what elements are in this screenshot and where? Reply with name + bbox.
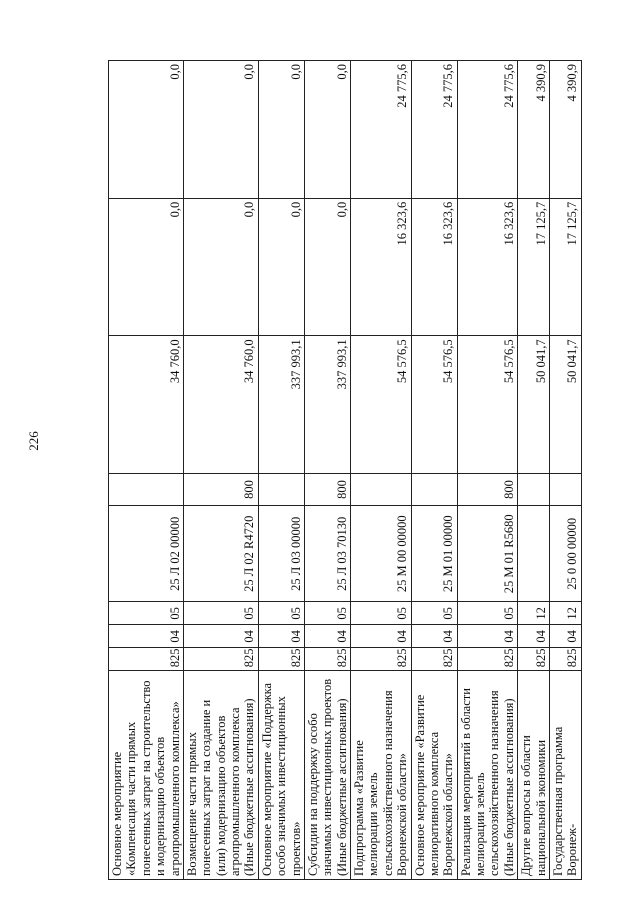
row-grbs: 825 (304, 648, 350, 671)
row-value-3: 24 775,6 (411, 61, 457, 199)
row-value-2: 0,0 (109, 198, 184, 336)
row-value-1: 50 041,7 (549, 336, 581, 474)
row-value-1: 34 760,0 (109, 336, 184, 474)
row-value-2: 0,0 (258, 198, 304, 336)
row-name: Основное мероприятие «Поддержка особо значимых инвестиционных проектов» (258, 671, 304, 880)
row-value-3: 24 775,6 (351, 61, 412, 199)
row-vr (549, 473, 581, 505)
row-name: Государственная программа Воронеж- (549, 671, 581, 880)
row-csr: 25 Л 03 70130 (304, 506, 350, 602)
row-name: Реализация мероприятий в области мелиорации земель сельскохозяйственного назначения (Иные бюджетные ассигнования) (457, 671, 518, 880)
table-row (411, 61, 457, 880)
row-csr: 25 0 00 00000 (549, 506, 581, 602)
row-rz: 04 (411, 625, 457, 648)
row-value-1: 54 576,5 (457, 336, 518, 474)
row-vr: 800 (304, 473, 350, 505)
table-row (457, 61, 518, 880)
row-value-1: 50 041,7 (518, 336, 550, 474)
row-value-2: 0,0 (304, 198, 350, 336)
row-value-2: 16 323,6 (457, 198, 518, 336)
row-csr: 25 М 01 R5680 (457, 506, 518, 602)
row-value-2: 17 125,7 (549, 198, 581, 336)
table-row (258, 61, 304, 880)
row-rz: 04 (518, 625, 550, 648)
row-pr: 05 (183, 602, 258, 625)
row-value-3: 4 390,9 (518, 61, 550, 199)
row-pr: 12 (549, 602, 581, 625)
table-row (109, 61, 184, 880)
row-rz: 04 (351, 625, 412, 648)
row-vr (258, 473, 304, 505)
row-value-1: 337 993,1 (304, 336, 350, 474)
row-rz: 04 (457, 625, 518, 648)
table-row (304, 61, 350, 880)
row-value-3: 4 390,9 (549, 61, 581, 199)
table-row (549, 61, 581, 880)
row-grbs: 825 (518, 648, 550, 671)
row-value-1: 337 993,1 (258, 336, 304, 474)
row-value-1: 54 576,5 (411, 336, 457, 474)
row-csr: 25 Л 03 00000 (258, 506, 304, 602)
budget-table (108, 60, 582, 880)
row-value-2: 0,0 (183, 198, 258, 336)
row-csr: 25 М 01 00000 (411, 506, 457, 602)
row-value-3: 24 775,6 (457, 61, 518, 199)
row-value-1: 54 576,5 (351, 336, 412, 474)
row-rz: 04 (304, 625, 350, 648)
row-vr: 800 (183, 473, 258, 505)
row-pr: 05 (411, 602, 457, 625)
row-grbs: 825 (457, 648, 518, 671)
row-csr: 25 М 00 00000 (351, 506, 412, 602)
row-csr: 25 Л 02 00000 (109, 506, 184, 602)
row-name: Возмещение части прямых понесенных затрат на создание и (или) модернизацию объектов агропромышленного комплекса (Иные бюджетные ассигнования) (183, 671, 258, 880)
row-rz: 04 (549, 625, 581, 648)
row-grbs: 825 (183, 648, 258, 671)
row-rz: 04 (258, 625, 304, 648)
row-vr (518, 473, 550, 505)
row-pr: 05 (258, 602, 304, 625)
row-pr: 05 (109, 602, 184, 625)
row-vr (351, 473, 412, 505)
row-name: Основное мероприятие «Компенсация части прямых понесенных затрат на строительство и модернизацию объектов агропромышленного комплекса» (109, 671, 184, 880)
row-pr: 12 (518, 602, 550, 625)
row-vr (411, 473, 457, 505)
row-pr: 05 (351, 602, 412, 625)
row-csr (518, 506, 550, 602)
row-grbs: 825 (411, 648, 457, 671)
row-vr: 800 (457, 473, 518, 505)
row-grbs: 825 (258, 648, 304, 671)
row-grbs: 825 (351, 648, 412, 671)
row-value-2: 16 323,6 (411, 198, 457, 336)
row-value-3: 0,0 (183, 61, 258, 199)
row-name: Субсидии на поддержку особо значимых инвестиционных проектов (Иные бюджетные ассигнования) (304, 671, 350, 880)
row-value-3: 0,0 (304, 61, 350, 199)
row-grbs: 825 (109, 648, 184, 671)
row-grbs: 825 (549, 648, 581, 671)
row-rz: 04 (183, 625, 258, 648)
row-pr: 05 (457, 602, 518, 625)
row-value-2: 17 125,7 (518, 198, 550, 336)
table-row (183, 61, 258, 880)
row-rz: 04 (109, 625, 184, 648)
row-value-1: 34 760,0 (183, 336, 258, 474)
table-row (518, 61, 550, 880)
row-csr: 25 Л 02 R4720 (183, 506, 258, 602)
row-name: Подпрограмма «Развитие мелиорации земель сельскохозяйственного назначения Воронежской области» (351, 671, 412, 880)
row-value-3: 0,0 (258, 61, 304, 199)
row-pr: 05 (304, 602, 350, 625)
table-row (351, 61, 412, 880)
row-name: Основное мероприятие «Развитие мелиоративного комплекса Воронежской области» (411, 671, 457, 880)
row-value-2: 16 323,6 (351, 198, 412, 336)
row-vr (109, 473, 184, 505)
page-number: 226 (26, 431, 41, 451)
budget-table-rotated (108, 60, 580, 880)
row-name: Другие вопросы в области национальной экономики (518, 671, 550, 880)
row-value-3: 0,0 (109, 61, 184, 199)
